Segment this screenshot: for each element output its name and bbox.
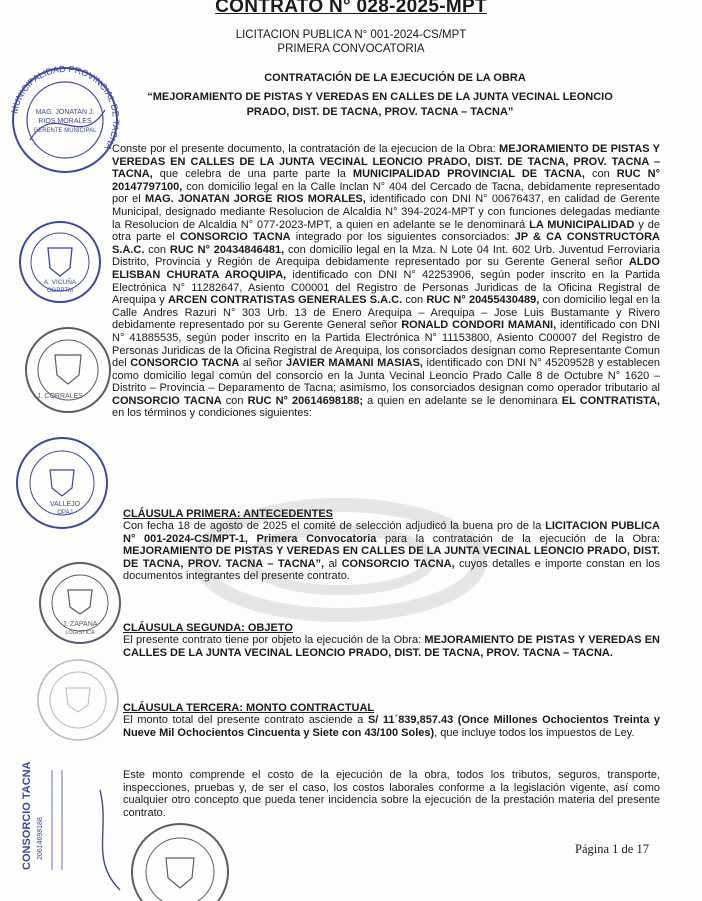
stamp-consorcio-name: CONSORCIO TACNA (21, 761, 33, 870)
obra-title-line2: PRADO, DIST. DE TACNA, PROV. TACNA – TACNA” (246, 106, 514, 118)
intro-paragraph: Conste por el presente documento, la contratación de la ejecucion de la Obra: MEJORAMIENTO DE PISTAS Y VEREDAS EN CALLES DE LA JUNTA VECINAL LEONCIO PRADO, DIST. DE TACNA, PROV. TACNA – TACNA, que celebra de una parte parte la MUNICIPALIDAD PROVINCIAL DE TACNA, con RUC N° 20147797100, con domicilio legal en la Calle Inclan N° 404 del Cercado de Tacna, debidamente representado por el MAG. JONATAN JORGE RIOS MORALES, identificado con DNI N° 00676437, en calidad de Gerente Municipal, designado mediante Resolucion de Alcaldia N° 394-2024-MPT y con funciones delegadas mediante la Resolucion de Alcaldia N° 077-2023-MPT, a quien en adelante se le denominará LA MUNICIPALIDAD y de otra parte el CONSORCIO TACNA integrado por los siguientes consorciados: JP & CA CONSTRUCTORA S.A.C. con RUC N° 20434846481, con domicilio legal en la Mza. N Lote 04 Int. 602 Urb. Juventud Ferroviaria Distrito, Provincia y Región de Arequipa debidamente representado por su Gerente General señor ALDO ELISBAN CHURATA AROQUIPA, identificado con DNI N° 42253906, según poder inscrito en la Partida Electrónica N° 11282647, Asiento C00001 del Registro de Personas Juridicas de la Oficina Registral de Arequipa y ARCEN CONTRATISTAS GENERALES S.A.C. con RUC N° 20455430489, con domicilio legal en la Calle Andres Razuri N° 303 Urb. 13 de Enero Arequipa – Arequipa – Jose Luis Bustamante y Rivero debidamente representado por su Gerente General señor RONALD CONDORI MAMANI, identificado con DNI N° 41885535, según poder inscrito en la Partida Electrónica N° 11153800, Asiento C00007 del Registro de Personas Juridicas de la Oficina Registral de Arequipa, los consorciados designan como Representante Comun del CONSORCIO TACNA al señor JAVIER MAMANI MASIAS, identificado con DNI N° 45209528 y establecen como domicilio legal común del consorcio en la Junta Vecinal Leoncio Prado Calle 8 de Octubre N° 1620 – Distrito – Provincia – Deparamento de Tacna; asimismo, los consorciados designan como operador tributario al CONSORCIO TACNA con RUC N° 20614698188; a quien en adelante se le denominara EL CONTRATISTA, en los términos y condiciones siguientes: (112, 143, 661, 420)
obra-title (110, 90, 650, 120)
clausula-tercera-text: El monto total del presente contrato asciende a S/ 11´839,857.43 (Once Millones Ochocientos Treinta y Nueve Mil Ochocientos Cincuenta y Siete con 43/100 Soles), que incluye todos los impuestos de Ley. (123, 714, 660, 739)
obra-title-line1: “MEJORAMIENTO DE PISTAS Y VEREDAS EN CALLES DE LA JUNTA VECINAL LEONCIO (147, 91, 613, 103)
stamp-zapana-sub: LOGISTICA (65, 630, 95, 636)
stamp-zapana-name: J. ZAPANA (62, 621, 98, 628)
stamp-vallejo-sub: OPAJ (57, 510, 73, 516)
contract-title: CONTRATO N° 028-2025-MPT (215, 0, 487, 17)
page-number: Página 1 de 17 (575, 842, 649, 856)
stamp-gerente-line2: RIOS MORALES (38, 118, 92, 125)
stamp-consorcio-ruc: 20614698188 (37, 817, 44, 860)
convocatoria-label: PRIMERA CONVOCATORIA (277, 43, 425, 55)
clausula-segunda-heading: CLÁUSULA SEGUNDA: OBJETO (123, 622, 293, 634)
stamp-vallejo-name: VALLEJO (49, 501, 81, 508)
clausula-primera-text: Con fecha 18 de agosto de 2025 el comité de selección adjudicó la buena pro de la LICITACION PUBLICA N° 001-2024-CS/MPT-1, Primera Convocatoria para la contratación de la ejecución de la Obra: MEJORAMIENTO DE PISTAS Y VEREDAS EN CALLES DE LA JUNTA VECINAL LEONCIO PRADO, DIST. DE TACNA, PROV. TACNA – TACNA”, al CONSORCIO TACNA, cuyos detalles e importe constan en los documentos integrantes del presente contrato. (123, 520, 660, 583)
stamp-faint (38, 660, 118, 740)
licitacion-number: LICITACION PUBLICA N° 001-2024-CS/MPT (235, 29, 467, 41)
clausula-primera-heading: CLÁUSULA PRIMERA: ANTECEDENTES (123, 508, 334, 520)
stamp-ogpptm-line2: OGPPTM (46, 288, 74, 294)
stamp-ogpptm (20, 222, 100, 302)
clausula-tercera-detail: Este monto comprende el costo de la ejecución de la obra, todos los tributos, seguros, transporte, inspecciones, pruebas y, de ser el caso, los costos laborales conforme a la legislación vigente, así como cualquier otro concepto que pueda tener incidencia sobre la ejecución de la prestación materia del presente contrato. (123, 769, 660, 819)
stamp-ogpptm-line1: A. VICUÑA (43, 279, 77, 286)
stamp-corrales-name: J. CORRALES (37, 393, 83, 400)
stamp-gerente-line1: MAG. JONATAN J. (35, 109, 95, 116)
stamp-consorcio-tacna (21, 761, 120, 890)
stamp-municipal-bottom (132, 824, 228, 901)
contratacion-heading: CONTRATACIÓN DE LA EJECUCIÓN DE LA OBRA (264, 72, 526, 84)
stamp-gerente-line3: GERENTE MUNICIPAL (33, 128, 97, 134)
licitacion-block (0, 28, 702, 56)
stamp-zapana (40, 563, 120, 643)
stamp-vallejo (17, 438, 107, 528)
clausula-segunda-text: El presente contrato tiene por objeto la ejecución de la Obra: MEJORAMIENTO DE PISTAS Y VEREDAS EN CALLES DE LA JUNTA VECINAL LEONCIO PRADO, DIST. DE TACNA, PROV. TACNA – TACNA. (123, 634, 660, 659)
stamp-ring-text: MUNICIPALIDAD PROVINCIAL DE TACNA (9, 63, 122, 152)
clausula-tercera-heading: CLÁUSULA TERCERA: MONTO CONTRACTUAL (123, 702, 375, 714)
stamp-gerente-municipal (9, 64, 121, 172)
stamp-corrales (26, 328, 110, 412)
